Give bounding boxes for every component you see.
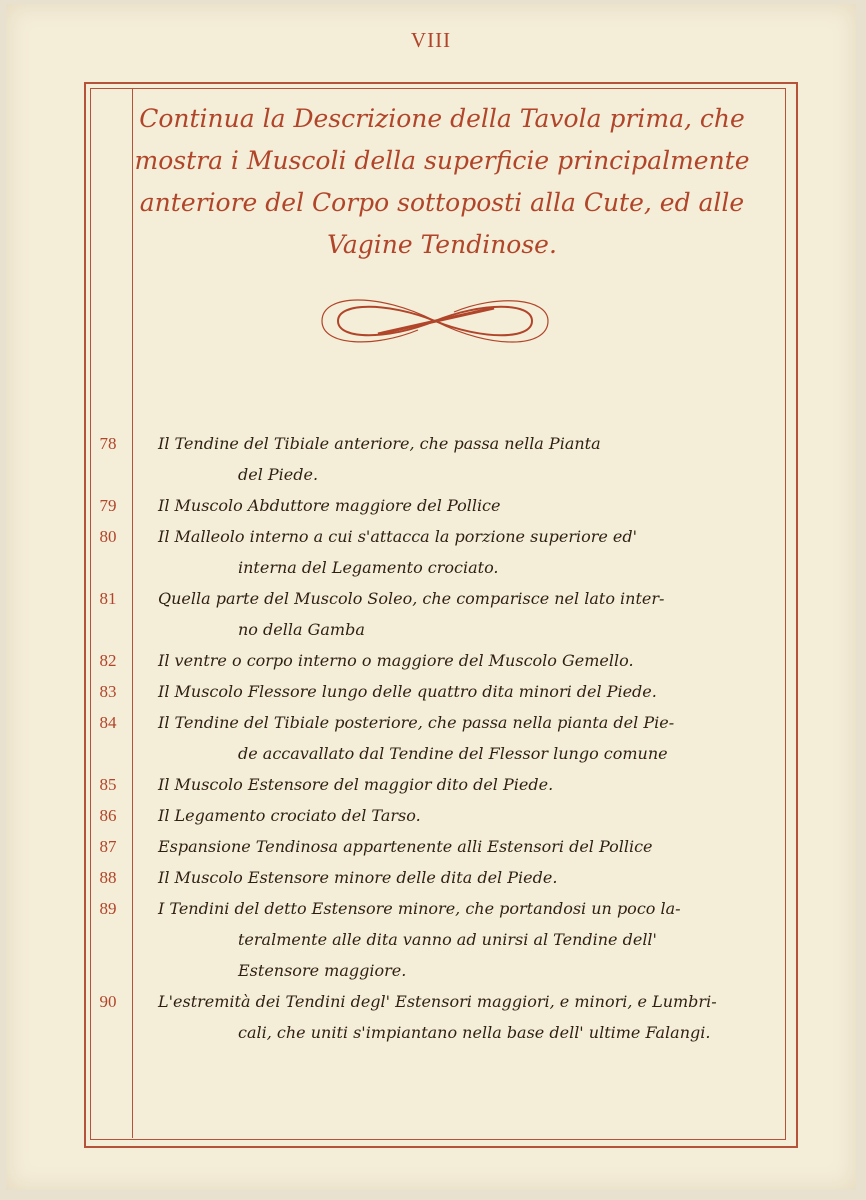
title-line: Vagine Tendinose. <box>327 230 557 259</box>
legend-entry <box>86 831 786 862</box>
entry-text-line: no della Gamba <box>238 620 365 639</box>
entry-text-line: Il Muscolo Flessore lungo delle quattro dita minori del Piede. <box>158 682 657 701</box>
entry-number: 89 <box>99 899 117 918</box>
manuscript-page <box>6 4 856 1190</box>
entry-text-line: L'estremità dei Tendini degl' Estensori maggiori, e minori, e Lumbri- <box>158 992 717 1011</box>
entry-number: 87 <box>99 837 117 856</box>
calligraphic-flourish-icon <box>318 290 552 352</box>
entry-number: 80 <box>99 527 117 546</box>
entry-text-line: Il Tendine del Tibiale anteriore, che passa nella Pianta <box>158 434 601 453</box>
title-line: mostra i Muscoli della superficie principalmente <box>134 146 750 175</box>
entry-number: 83 <box>99 682 117 701</box>
entry-text-line: Il Muscolo Estensore del maggior dito del Piede. <box>158 775 554 794</box>
page-title <box>112 98 772 266</box>
entry-text-line: Il Tendine del Tibiale posteriore, che passa nella pianta del Pie- <box>158 713 675 732</box>
legend-entry <box>86 986 786 1048</box>
entry-text-line: Estensore maggiore. <box>238 961 407 980</box>
entry-text-line: I Tendini del detto Estensore minore, che portandosi un poco la- <box>158 899 681 918</box>
entry-text-line: Il Muscolo Estensore minore delle dita del Piede. <box>158 868 558 887</box>
title-line: Continua la Descrizione della Tavola prima, che <box>139 104 745 133</box>
entry-number: 82 <box>99 651 117 670</box>
legend-entry <box>86 769 786 800</box>
legend-entry <box>86 521 786 583</box>
entry-text-line: Il ventre o corpo interno o maggiore del Muscolo Gemello. <box>158 651 634 670</box>
legend-entry <box>86 428 786 490</box>
entry-text-line: Il Malleolo interno a cui s'attacca la porzione superiore ed' <box>158 527 638 546</box>
entry-text-line: de accavallato dal Tendine del Flessor lungo comune <box>238 744 668 763</box>
entry-text-line: Il Legamento crociato del Tarso. <box>158 806 421 825</box>
title-line: anteriore del Corpo sottoposti alla Cute, ed alle <box>139 188 745 217</box>
entry-text-line: interna del Legamento crociato. <box>238 558 499 577</box>
legend-entry <box>86 800 786 831</box>
legend-entry <box>86 862 786 893</box>
entry-text-line: Espansione Tendinosa appartenente alli Estensori del Pollice <box>158 837 653 856</box>
entry-number: 85 <box>99 775 117 794</box>
legend-entries <box>86 428 786 1048</box>
entry-number: 84 <box>99 713 117 732</box>
entry-text-line: Quella parte del Muscolo Soleo, che comparisce nel lato inter- <box>158 589 665 608</box>
entry-number: 78 <box>99 434 117 453</box>
legend-entry <box>86 893 786 986</box>
legend-entry <box>86 707 786 769</box>
legend-entry <box>86 490 786 521</box>
page-number: VIII <box>410 28 452 52</box>
entry-number: 86 <box>99 806 117 825</box>
entry-number: 88 <box>99 868 117 887</box>
entry-text-line: Il Muscolo Abduttore maggiore del Pollice <box>158 496 501 515</box>
entry-text-line: teralmente alle dita vanno ad unirsi al Tendine dell' <box>238 930 657 949</box>
legend-entry <box>86 676 786 707</box>
entry-text-line: del Piede. <box>238 465 319 484</box>
entry-number: 79 <box>99 496 117 515</box>
legend-entry <box>86 583 786 645</box>
entry-text-line: cali, che uniti s'impiantano nella base dell' ultime Falangi. <box>238 1023 711 1042</box>
legend-entry <box>86 645 786 676</box>
entry-number: 90 <box>99 992 117 1011</box>
entry-number: 81 <box>99 589 117 608</box>
